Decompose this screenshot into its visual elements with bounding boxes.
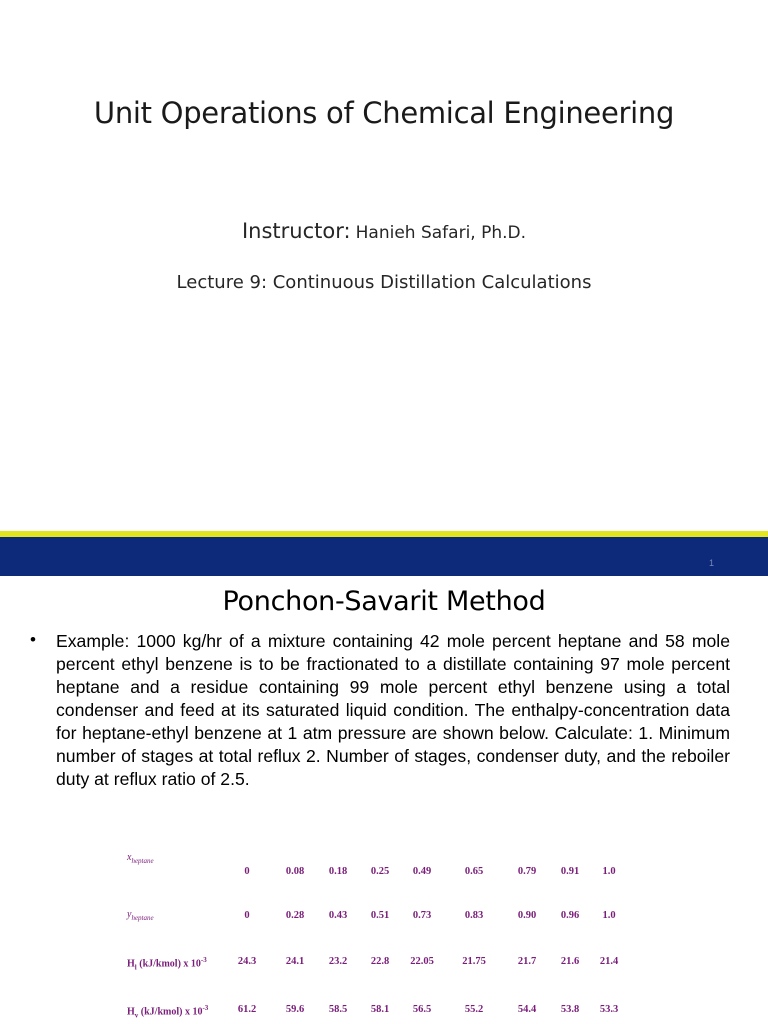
table-cell: 54.4 xyxy=(517,1004,537,1015)
table-cell: 56.5 xyxy=(412,1004,432,1015)
table-cell: 22.05 xyxy=(410,956,434,967)
table-cell: 0.49 xyxy=(412,866,432,877)
instructor-line xyxy=(0,219,768,243)
lecture-subtitle: Lecture 9: Continuous Distillation Calculations xyxy=(176,272,592,293)
table-cell: 21.4 xyxy=(599,956,619,967)
table-cell: 0.96 xyxy=(560,910,580,921)
table-cell: 0.18 xyxy=(328,866,348,877)
table-cell: 1.0 xyxy=(602,866,616,877)
table-cell: 0.91 xyxy=(560,866,580,877)
table-cell: 24.3 xyxy=(237,956,257,967)
table-cell: 0.51 xyxy=(370,910,390,921)
table-cell: 0.25 xyxy=(370,866,390,877)
table-cell: 0.83 xyxy=(464,910,484,921)
table-cell: 0.90 xyxy=(517,910,537,921)
row-label-h-vapor: $H_v$ (kJ/kmol) x $10^{-3}$ xyxy=(127,1004,209,1020)
table-cell: 0.08 xyxy=(285,866,305,877)
page-number: 1 xyxy=(708,558,714,568)
row-label-x-heptane: $x_{heptane}$ xyxy=(127,852,154,865)
content-slide xyxy=(0,576,768,1024)
table-cell: 0 xyxy=(244,866,250,877)
table-cell: 61.2 xyxy=(237,1004,257,1015)
table-cell: 53.8 xyxy=(560,1004,580,1015)
instructor-label: Instructor: xyxy=(241,219,351,243)
row-label-h-liquid: $H_l$ (kJ/kmol) x $10^{-3}$ xyxy=(127,956,207,972)
table-cell: 23.2 xyxy=(328,956,348,967)
example-text: Example: 1000 kg/hr of a mixture containing 42 mole percent heptane and 58 mole percent ethyl benzene is to be fractionated to a distillate containing 97 mole percent heptane and a residue containing 99 mole percent ethyl benzene using a total condenser and feed at its saturated liquid condition. The enthalpy-concentration data for heptane-ethyl benzene at 1 atm pressure are shown below. Calculate: 1. Minimum number of stages at total reflux 2. Number of stages, condenser duty, and the reboiler duty at reflux ratio of 2.5. xyxy=(56,631,730,789)
bullet-icon: • xyxy=(30,630,36,649)
table-cell: 0 xyxy=(244,910,250,921)
table-cell: 21.75 xyxy=(462,956,486,967)
table-cell: 59.6 xyxy=(285,1004,305,1015)
table-cell: 58.5 xyxy=(328,1004,348,1015)
enthalpy-concentration-table xyxy=(0,576,768,1024)
table-cell: 0.73 xyxy=(412,910,432,921)
slide-title: Ponchon-Savarit Method xyxy=(222,586,546,617)
navy-footer-band xyxy=(0,537,768,576)
table-cell: 0.28 xyxy=(285,910,305,921)
table-cell: 0.43 xyxy=(328,910,348,921)
table-cell: 21.6 xyxy=(560,956,580,967)
table-cell: 58.1 xyxy=(370,1004,390,1015)
table-cell: 21.7 xyxy=(517,956,537,967)
table-cell: 24.1 xyxy=(285,956,305,967)
table-cell: 53.3 xyxy=(599,1004,619,1015)
course-title: Unit Operations of Chemical Engineering xyxy=(93,96,675,130)
instructor-name: Hanieh Safari, Ph.D. xyxy=(355,223,527,243)
table-cell: 1.0 xyxy=(602,910,616,921)
row-label-y-heptane: $y_{heptane}$ xyxy=(127,909,154,922)
table-cell: 0.65 xyxy=(464,866,484,877)
table-cell: 22.8 xyxy=(370,956,390,967)
table-cell: 0.79 xyxy=(517,866,537,877)
table-cell: 55.2 xyxy=(464,1004,484,1015)
